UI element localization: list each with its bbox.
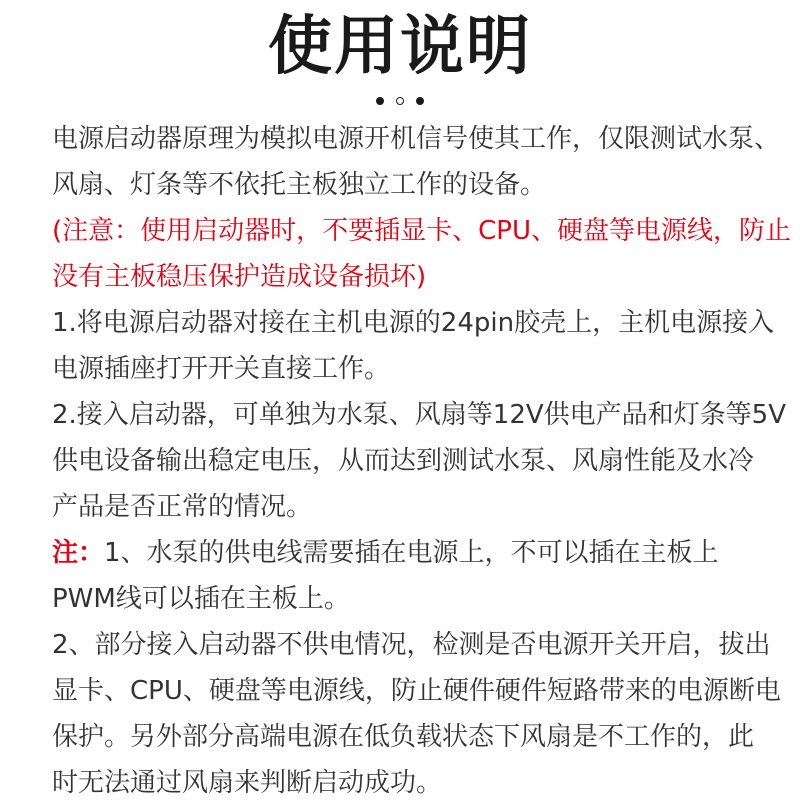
note-line bbox=[52, 530, 772, 576]
decorative-dots bbox=[0, 94, 800, 108]
note2-line: 时无法通过风扇来判断启动成功。 bbox=[52, 768, 443, 798]
note2-line: 2、部分接入启动器不供电情况，检测是否电源开关开启，拔出 bbox=[52, 630, 771, 660]
note-text: 1、水泵的供电线需要插在电源上，不可以插在主板上 bbox=[104, 538, 719, 568]
warning-line: 没有主板稳压保护造成设备损坏) bbox=[52, 262, 427, 292]
note2-line: 保护。另外部分高端电源在低负载状态下风扇是不工作的，此 bbox=[52, 722, 755, 752]
intro-line: 风扇、灯条等不依托主板独立工作的设备。 bbox=[52, 170, 547, 200]
note-line: PWM线可以插在主板上。 bbox=[52, 584, 350, 614]
step1-line: 电源插座打开开关直接工作。 bbox=[52, 354, 391, 384]
step2-line: 供电设备输出稳定电压，从而达到测试水泵、风扇性能及水冷 bbox=[52, 446, 755, 476]
intro-line: 电源启动器原理为模拟电源开机信号使其工作，仅限测试水泵、 bbox=[52, 124, 781, 154]
dot-filled-icon bbox=[376, 97, 384, 105]
dot-filled-icon bbox=[416, 97, 424, 105]
page-title: 使用说明 bbox=[268, 10, 532, 84]
note-label: 注： bbox=[52, 538, 105, 568]
warning-line: (注意：使用启动器时，不要插显卡、CPU、硬盘等电源线，防止 bbox=[52, 216, 792, 246]
instructions-body bbox=[52, 116, 792, 806]
dot-hollow-icon bbox=[396, 97, 404, 105]
note2-line: 显卡、CPU、硬盘等电源线，防止硬件硬件短路带来的电源断电 bbox=[52, 676, 781, 706]
step1-line: 1.将电源启动器对接在主机电源的24pin胶壳上，主机电源接入 bbox=[52, 308, 775, 338]
step2-line: 2.接入启动器，可单独为水泵、风扇等12V供电产品和灯条等5V bbox=[52, 400, 787, 430]
step2-line: 产品是否正常的情况。 bbox=[52, 492, 313, 522]
